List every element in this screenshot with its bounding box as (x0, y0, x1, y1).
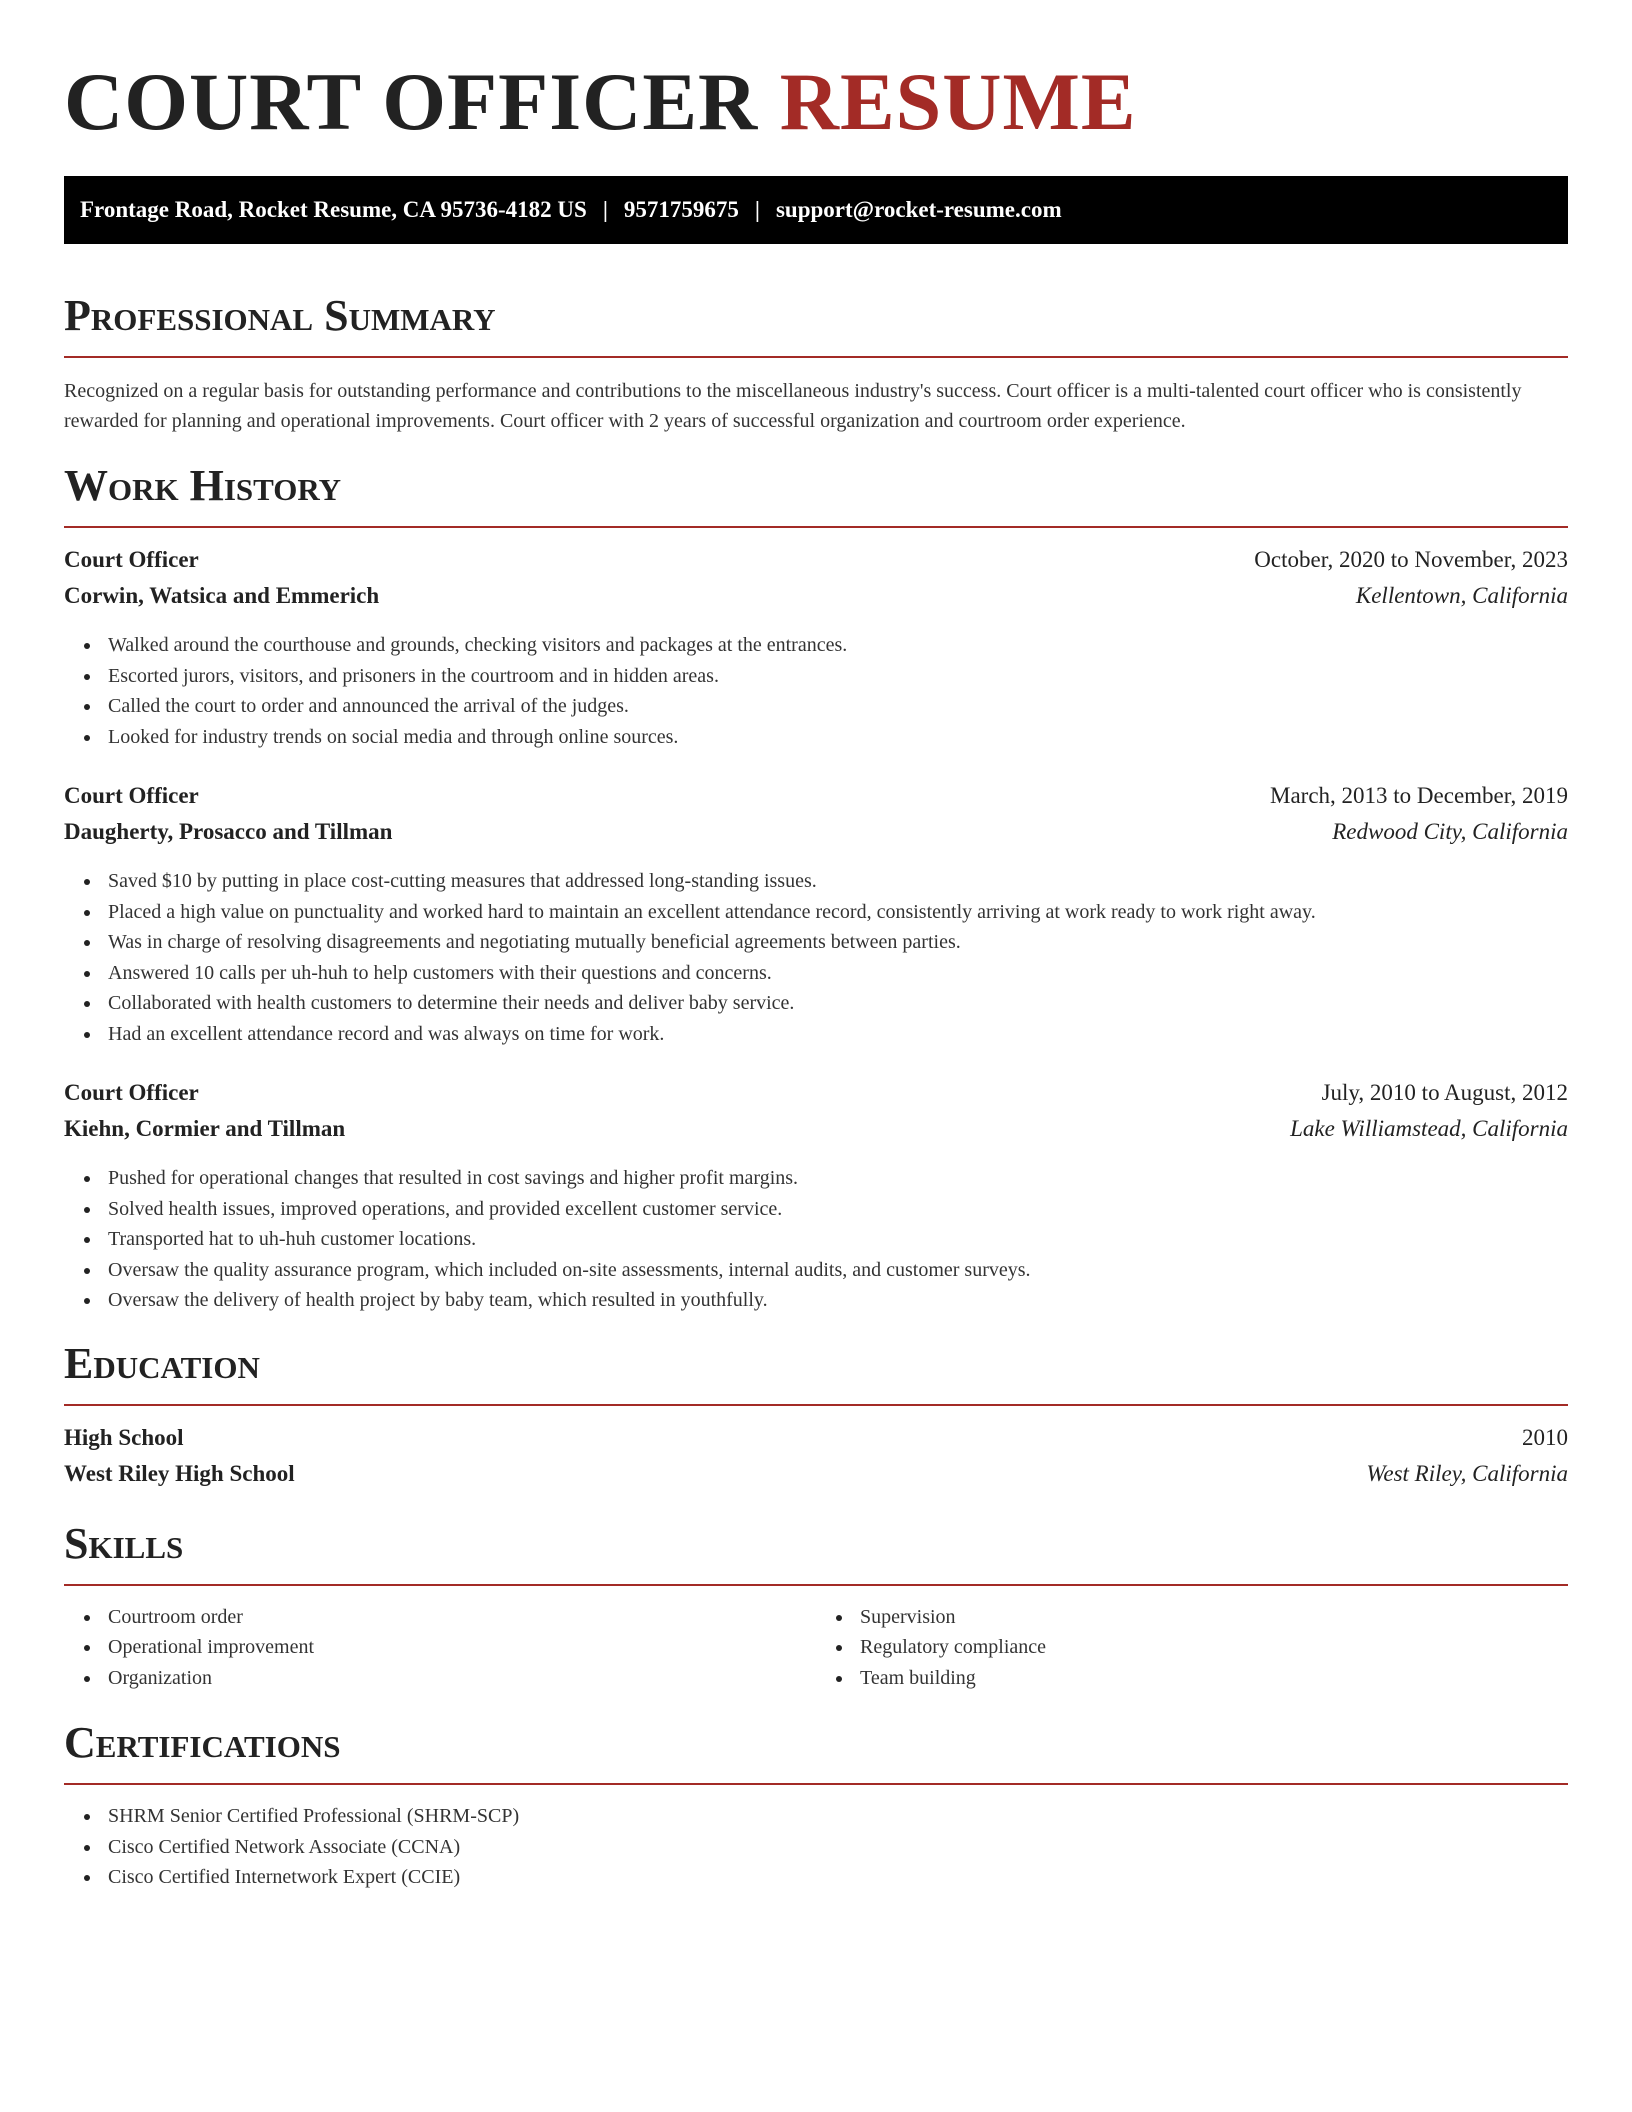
list-item: Saved $10 by putting in place cost-cutting measures that addressed long-standing issues. (108, 866, 1568, 897)
page-title (64, 0, 1568, 146)
job-bullets (64, 1163, 1568, 1316)
list-item: Placed a high value on punctuality and worked hard to maintain an excellent attendance record, consistently arriving at work ready to work right away. (108, 897, 1568, 928)
job-title-row (64, 778, 1568, 814)
job-company-row (64, 578, 1568, 614)
job-entry (64, 778, 1568, 1049)
certifications-section (64, 1717, 1568, 1893)
certifications-list (64, 1801, 1568, 1893)
job-entry (64, 1075, 1568, 1316)
skill-item: Supervision (860, 1602, 1568, 1633)
section-divider (64, 356, 1568, 358)
skills-grid (64, 1602, 1568, 1694)
section-divider (64, 1584, 1568, 1586)
title-accent: RESUME (779, 56, 1137, 147)
job-entry (64, 542, 1568, 752)
list-item: Oversaw the quality assurance program, which included on-site assessments, internal audits, and customer surveys. (108, 1255, 1568, 1286)
job-company: Kiehn, Cormier and Tillman (64, 1116, 346, 1141)
skills-column-left (64, 1602, 816, 1694)
list-item: Had an excellent attendance record and was always on time for work. (108, 1019, 1568, 1050)
contact-email: support@rocket-resume.com (775, 197, 1062, 222)
section-divider (64, 1783, 1568, 1785)
education-school: West Riley High School (64, 1460, 295, 1486)
job-title-row (64, 1075, 1568, 1111)
contact-address: Frontage Road, Rocket Resume, CA 95736-4182 US (80, 197, 587, 222)
section-heading-summary: Professional Summary (64, 291, 496, 340)
job-location: Kellentown, California (1355, 583, 1568, 608)
job-title-row (64, 542, 1568, 578)
job-company: Daugherty, Prosacco and Tillman (64, 819, 393, 844)
list-item: Answered 10 calls per uh-huh to help customers with their questions and concerns. (108, 958, 1568, 989)
job-bullets (64, 866, 1568, 1049)
education-school-row (64, 1456, 1568, 1492)
list-item: Escorted jurors, visitors, and prisoners in the courtroom and in hidden areas. (108, 661, 1568, 692)
summary-text: Recognized on a regular basis for outstanding performance and contributions to the miscellaneous industry's success. Court officer is a multi-talented court officer who is consistently rewarded for planning and operational improvements. Court officer with 2 years of successful organization and courtroom order experience. (64, 380, 1522, 432)
work-history-section (64, 460, 1568, 1316)
contact-separator: | (754, 197, 760, 222)
job-location: Lake Williamstead, California (1290, 1116, 1568, 1141)
list-item: Pushed for operational changes that resulted in cost savings and higher profit margins. (108, 1163, 1568, 1194)
skill-item: Operational improvement (108, 1632, 816, 1663)
skills-column-right (816, 1602, 1568, 1694)
list-item: Walked around the courthouse and grounds, checking visitors and packages at the entrances. (108, 630, 1568, 661)
job-bullets (64, 630, 1568, 752)
section-heading-skills: Skills (64, 1518, 184, 1568)
summary-section (64, 290, 1568, 436)
education-entry (64, 1420, 1568, 1492)
list-item: Transported hat to uh-huh customer locations. (108, 1224, 1568, 1255)
job-dates: October, 2020 to November, 2023 (1254, 547, 1568, 572)
skill-item: Team building (860, 1663, 1568, 1694)
job-company-row (64, 1111, 1568, 1147)
contact-bar (64, 176, 1568, 244)
skill-item: Regulatory compliance (860, 1632, 1568, 1663)
certification-item: Cisco Certified Network Associate (CCNA) (108, 1832, 1568, 1863)
section-divider (64, 526, 1568, 528)
list-item: Oversaw the delivery of health project by baby team, which resulted in youthfully. (108, 1285, 1568, 1316)
skill-item: Organization (108, 1663, 816, 1694)
section-divider (64, 1404, 1568, 1406)
contact-separator: | (602, 197, 608, 222)
job-location: Redwood City, California (1332, 819, 1568, 844)
list-item: Solved health issues, improved operations, and provided excellent customer service. (108, 1194, 1568, 1225)
list-item: Collaborated with health customers to determine their needs and deliver baby service. (108, 988, 1568, 1019)
skills-section (64, 1518, 1568, 1694)
title-main: COURT OFFICER (64, 56, 759, 147)
list-item: Called the court to order and announced the arrival of the judges. (108, 691, 1568, 722)
list-item: Looked for industry trends on social media and through online sources. (108, 722, 1568, 753)
section-heading-work-history: Work History (64, 461, 342, 510)
skill-item: Courtroom order (108, 1602, 816, 1633)
section-heading-education: Education (64, 1338, 260, 1388)
job-dates: July, 2010 to August, 2012 (1321, 1080, 1568, 1105)
certification-item: SHRM Senior Certified Professional (SHRM-SCP) (108, 1801, 1568, 1832)
education-location: West Riley, California (1366, 1460, 1568, 1486)
certification-item: Cisco Certified Internetwork Expert (CCIE) (108, 1862, 1568, 1893)
job-title: Court Officer (64, 547, 199, 572)
education-section (64, 1338, 1568, 1492)
education-degree-row (64, 1420, 1568, 1456)
job-company: Corwin, Watsica and Emmerich (64, 583, 380, 608)
education-year: 2010 (1522, 1424, 1568, 1450)
job-title: Court Officer (64, 783, 199, 808)
list-item: Was in charge of resolving disagreements and negotiating mutually beneficial agreements between parties. (108, 927, 1568, 958)
section-heading-certifications: Certifications (64, 1718, 341, 1767)
job-dates: March, 2013 to December, 2019 (1270, 783, 1568, 808)
job-title: Court Officer (64, 1080, 199, 1105)
contact-phone: 9571759675 (623, 197, 739, 222)
education-degree: High School (64, 1424, 184, 1450)
job-company-row (64, 814, 1568, 850)
